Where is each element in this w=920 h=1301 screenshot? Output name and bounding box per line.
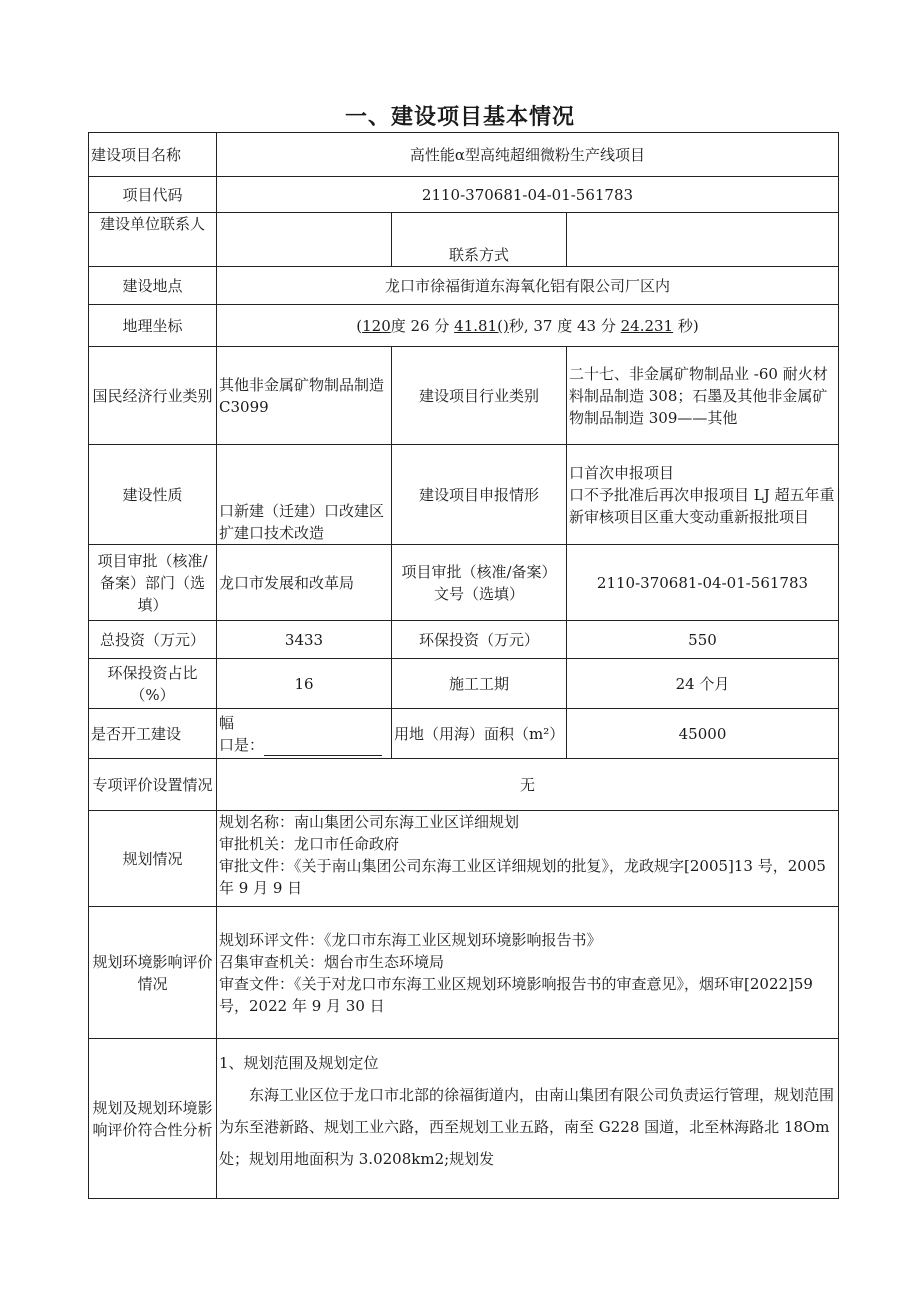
label-report: 建设项目申报情形	[392, 445, 567, 545]
label-special: 专项评价设置情况	[89, 759, 217, 811]
value-contact	[217, 213, 392, 267]
plan-env-line: 规划环评文件：《龙口市东海工业区规划环境影响报告书》	[219, 930, 602, 949]
label-period: 施工工期	[392, 659, 567, 709]
label-name: 建设项目名称	[89, 133, 217, 177]
value-report: 口首次申报项目 口不予批准后再次申报项目 LJ 超五年重新审核项目区重大变动重新报批项目	[567, 445, 839, 545]
label-ratio: 环保投资占比（%）	[89, 659, 217, 709]
value-investment: 3433	[217, 621, 392, 659]
row-contact	[89, 213, 839, 267]
value-approval: 龙口市发展和改革局	[217, 545, 392, 621]
value-special: 无	[217, 759, 839, 811]
label-planning: 规划情况	[89, 811, 217, 907]
row-plan-env	[89, 907, 839, 1039]
value-name: 高性能α型高纯超细微粉生产线项目	[217, 133, 839, 177]
row-nature	[89, 445, 839, 545]
value-planning	[217, 811, 839, 907]
value-approval-doc: 2110-370681-04-01-561783	[567, 545, 839, 621]
label-industry-type: 建设项目行业类别	[392, 347, 567, 445]
value-location: 龙口市徐福街道东海氧化铝有限公司厂区内	[217, 267, 839, 305]
label-code: 项目代码	[89, 177, 217, 213]
value-env-investment: 550	[567, 621, 839, 659]
project-info-table	[88, 132, 839, 1199]
label-investment: 总投资（万元）	[89, 621, 217, 659]
value-area: 45000	[567, 709, 839, 759]
plan-env-line: 召集审查机关：烟台市生态环境局	[219, 952, 445, 971]
label-started: 是否开工建设	[89, 709, 217, 759]
row-location	[89, 267, 839, 305]
planning-line: 审批文件：《关于南山集团公司东海工业区详细规划的批复》，龙政规字[2005]13 号，2005 年 9 月 9 日	[219, 857, 826, 897]
planning-line: 审批机关：龙口市任命政府	[219, 835, 400, 853]
value-plan-env	[217, 907, 839, 1039]
row-planning	[89, 811, 839, 907]
row-industry	[89, 347, 839, 445]
value-code: 2110-370681-04-01-561783	[217, 177, 839, 213]
value-coords: (120度 26 分 41.81()秒, 37 度 43 分 24.231 秒)	[217, 305, 839, 347]
value-contact-method	[567, 213, 839, 267]
planning-line: 规划名称：南山集团公司东海工业区详细规划	[219, 813, 520, 831]
row-started	[89, 709, 839, 759]
value-nature: 口新建（迁建）口改建区扩建口技术改造	[217, 445, 392, 545]
compliance-text: 东海工业区位于龙口市北部的徐福街道内，由南山集团有限公司负责运行管理，规划范围为东至港新路、规划工业六路，西至规划工业五路，南至 G228 国道，北至林海路北 18Om 处；规划用地面积为 3.0208km2;规划发	[219, 1086, 835, 1168]
value-ratio: 16	[217, 659, 392, 709]
value-industry-type: 二十七、非金属矿物制品业 -60 耐火材料制品制造 308；石墨及其他非金属矿物制品制造 309——其他	[567, 347, 839, 445]
label-industry: 国民经济行业类别	[89, 347, 217, 445]
label-nature: 建设性质	[89, 445, 217, 545]
label-compliance: 规划及规划环境影响评价符合性分析	[89, 1039, 217, 1199]
row-code	[89, 177, 839, 213]
row-special	[89, 759, 839, 811]
value-industry: 其他非金属矿物制品制造 C3099	[217, 347, 392, 445]
value-started: 幅 口是：	[217, 709, 392, 759]
row-investment	[89, 621, 839, 659]
value-period: 24 个月	[567, 659, 839, 709]
label-contact: 建设单位联系人	[89, 213, 217, 267]
row-coords	[89, 305, 839, 347]
compliance-heading: 1、规划范围及规划定位	[219, 1054, 379, 1072]
label-coords: 地理坐标	[89, 305, 217, 347]
plan-env-line: 审查文件：《关于对龙口市东海工业区规划环境影响报告书的审查意见》，烟环审[2022]59 号，2022 年 9 月 30 日	[219, 974, 813, 1015]
label-plan-env: 规划环境影响评价情况	[89, 907, 217, 1039]
label-env-investment: 环保投资（万元）	[392, 621, 567, 659]
row-name	[89, 133, 839, 177]
label-location: 建设地点	[89, 267, 217, 305]
row-ratio	[89, 659, 839, 709]
page-title: 一、建设项目基本情况	[344, 105, 575, 130]
label-contact-method: 联系方式	[392, 213, 567, 267]
row-compliance	[89, 1039, 839, 1199]
label-approval: 项目审批（核准/备案）部门（选填）	[89, 545, 217, 621]
value-compliance	[217, 1039, 839, 1199]
label-area: 用地（用海）面积（m²）	[392, 709, 567, 759]
label-approval-doc: 项目审批（核准/备案）文号（选填）	[392, 545, 567, 621]
row-approval	[89, 545, 839, 621]
